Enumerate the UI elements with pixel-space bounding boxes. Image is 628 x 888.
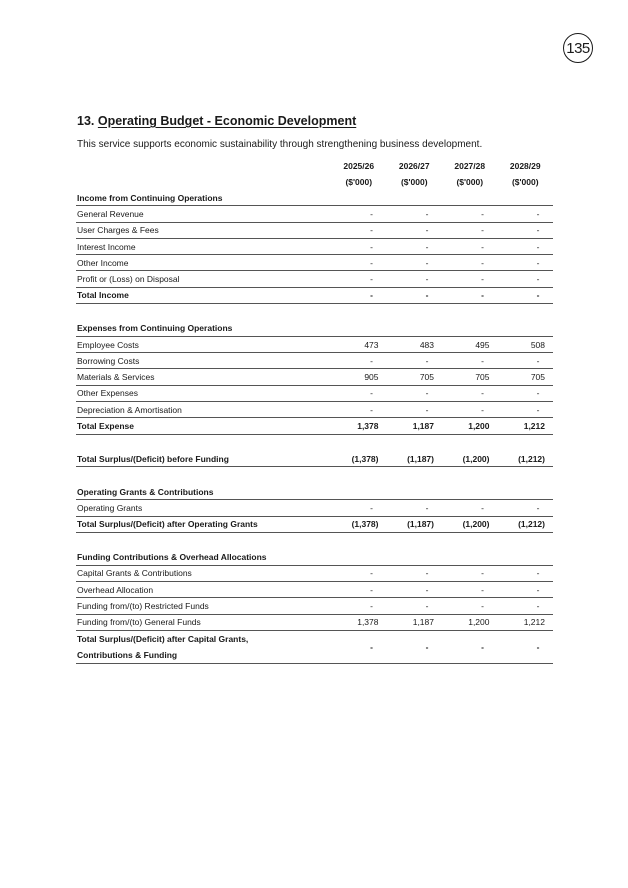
value-cell <box>387 238 443 254</box>
dash-value: - <box>370 257 373 268</box>
value-cell <box>387 222 443 238</box>
value-cell <box>331 500 387 516</box>
spacer-row <box>76 434 553 451</box>
dash-value: - <box>425 600 429 611</box>
dash-value: - <box>536 388 540 399</box>
dash-value: - <box>536 257 540 268</box>
dash-value: - <box>370 404 373 415</box>
value-cell <box>498 630 554 663</box>
section-header-row <box>76 484 553 500</box>
dash-value: - <box>425 355 429 366</box>
operating-budget-table <box>76 158 553 664</box>
value-cell <box>498 402 554 418</box>
value-cell: 1,378 <box>331 418 387 434</box>
dash-value: - <box>536 404 540 415</box>
dash-value: - <box>370 241 373 252</box>
dash-value: - <box>425 641 429 652</box>
dash-value: - <box>370 388 373 399</box>
table-row <box>76 222 553 238</box>
row-label: Total Surplus/(Deficit) after Operating Grants <box>76 516 331 532</box>
dash-value: - <box>536 600 540 611</box>
value-cell: (1,200) <box>442 516 498 532</box>
value-cell: 1,378 <box>331 614 387 630</box>
dash-value: - <box>425 274 429 285</box>
value-cell <box>387 581 443 597</box>
value-cell <box>498 385 554 401</box>
row-label: Materials & Services <box>76 369 331 385</box>
dash-value: - <box>481 208 484 219</box>
value-cell <box>442 630 498 663</box>
dash-value: - <box>481 641 484 652</box>
dash-value: - <box>481 225 484 236</box>
dash-value: - <box>481 241 484 252</box>
row-label: Funding from/(to) Restricted Funds <box>76 598 331 614</box>
value-cell <box>387 565 443 581</box>
value-cell <box>498 287 554 303</box>
value-cell <box>442 287 498 303</box>
value-cell <box>331 581 387 597</box>
table-row <box>76 238 553 254</box>
total-row <box>76 630 553 663</box>
spacer-row <box>76 532 553 549</box>
year-header-row <box>76 158 553 174</box>
dash-value: - <box>370 225 373 236</box>
unit-header: ($'000) <box>400 177 428 187</box>
dash-value: - <box>481 290 484 301</box>
dash-value: - <box>425 568 429 579</box>
value-cell <box>442 402 498 418</box>
dash-value: - <box>425 290 429 301</box>
row-label: Interest Income <box>76 238 331 254</box>
row-label: Capital Grants & Contributions <box>76 565 331 581</box>
row-label: Funding from/(to) General Funds <box>76 614 331 630</box>
row-label: Depreciation & Amortisation <box>76 402 331 418</box>
dash-value: - <box>536 274 540 285</box>
row-label: Employee Costs <box>76 336 331 352</box>
table-body <box>76 190 553 663</box>
row-label: Funding Contributions & Overhead Allocations <box>76 549 553 565</box>
value-cell: 705 <box>387 369 443 385</box>
value-cell <box>331 565 387 581</box>
dash-value: - <box>370 568 373 579</box>
value-cell <box>387 500 443 516</box>
value-cell: (1,187) <box>387 451 443 467</box>
intro-text: This service supports economic sustainability through strengthening business development. <box>77 139 483 150</box>
value-cell <box>387 630 443 663</box>
value-cell: 1,200 <box>442 418 498 434</box>
dash-value: - <box>536 641 540 652</box>
table-row <box>76 402 553 418</box>
row-label: Income from Continuing Operations <box>76 190 553 206</box>
section-header-row <box>76 190 553 206</box>
dash-value: - <box>370 355 373 366</box>
dash-value: - <box>481 600 484 611</box>
table-row <box>76 500 553 516</box>
dash-value: - <box>481 502 484 513</box>
unit-header: ($'000) <box>511 177 539 187</box>
page-number: 135 <box>563 33 593 63</box>
dash-value: - <box>481 355 484 366</box>
table-row <box>76 385 553 401</box>
value-cell <box>498 222 554 238</box>
row-label: Expenses from Continuing Operations <box>76 321 553 337</box>
dash-value: - <box>370 600 373 611</box>
value-cell <box>442 598 498 614</box>
dash-value: - <box>425 584 429 595</box>
dash-value: - <box>536 502 540 513</box>
value-cell <box>442 581 498 597</box>
spacer-cell <box>76 532 553 549</box>
value-cell: (1,187) <box>387 516 443 532</box>
section-title: Operating Budget - Economic Development <box>97 114 357 128</box>
table-row <box>76 353 553 369</box>
value-cell <box>442 565 498 581</box>
dash-value: - <box>425 502 429 513</box>
value-cell: 1,187 <box>387 418 443 434</box>
value-cell <box>387 353 443 369</box>
dash-value: - <box>481 404 484 415</box>
value-cell: (1,378) <box>331 516 387 532</box>
value-cell: 1,212 <box>498 418 554 434</box>
header-spacer <box>76 158 331 174</box>
dash-value: - <box>481 274 484 285</box>
value-cell: 473 <box>331 336 387 352</box>
dash-value: - <box>370 641 373 652</box>
total-row <box>76 451 553 467</box>
table-row <box>76 369 553 385</box>
dash-value: - <box>425 388 429 399</box>
value-cell <box>498 565 554 581</box>
unit-header-row <box>76 174 553 190</box>
value-cell <box>331 222 387 238</box>
value-cell <box>331 255 387 271</box>
row-label: Operating Grants & Contributions <box>76 484 553 500</box>
unit-header: ($'000) <box>345 177 373 187</box>
dash-value: - <box>536 290 540 301</box>
value-cell <box>498 255 554 271</box>
dash-value: - <box>425 225 429 236</box>
row-label: Other Income <box>76 255 331 271</box>
row-label: Total Income <box>76 287 331 303</box>
value-cell <box>331 385 387 401</box>
value-cell <box>498 271 554 287</box>
total-row <box>76 418 553 434</box>
dash-value: - <box>425 404 429 415</box>
value-cell: (1,212) <box>498 516 554 532</box>
value-cell <box>498 206 554 222</box>
table-row <box>76 581 553 597</box>
table-row <box>76 598 553 614</box>
value-cell <box>387 206 443 222</box>
row-label: Total Expense <box>76 418 331 434</box>
value-cell <box>387 385 443 401</box>
dash-value: - <box>370 584 373 595</box>
value-cell <box>442 500 498 516</box>
table-row <box>76 336 553 352</box>
row-label: Operating Grants <box>76 500 331 516</box>
row-label: General Revenue <box>76 206 331 222</box>
row-label: Profit or (Loss) on Disposal <box>76 271 331 287</box>
year-header: 2027/28 <box>454 161 486 171</box>
value-cell <box>331 206 387 222</box>
value-cell <box>498 500 554 516</box>
dash-value: - <box>536 568 540 579</box>
total-row <box>76 287 553 303</box>
value-cell: 483 <box>387 336 443 352</box>
row-label-line: Contributions & Funding <box>77 649 178 660</box>
value-cell <box>442 271 498 287</box>
value-cell <box>331 238 387 254</box>
value-cell <box>387 402 443 418</box>
value-cell <box>387 271 443 287</box>
dash-value: - <box>425 208 429 219</box>
value-cell: 1,212 <box>498 614 554 630</box>
dash-value: - <box>536 208 540 219</box>
year-header: 2026/27 <box>398 161 430 171</box>
value-cell <box>387 255 443 271</box>
value-cell: 495 <box>442 336 498 352</box>
dash-value: - <box>536 355 540 366</box>
dash-value: - <box>370 502 373 513</box>
value-cell: 1,187 <box>387 614 443 630</box>
page-title <box>77 114 356 128</box>
table-row <box>76 255 553 271</box>
value-cell <box>387 598 443 614</box>
value-cell <box>331 287 387 303</box>
value-cell <box>442 255 498 271</box>
value-cell <box>331 271 387 287</box>
section-header-row <box>76 549 553 565</box>
dash-value: - <box>481 257 484 268</box>
value-cell <box>498 238 554 254</box>
value-cell <box>442 206 498 222</box>
row-label: User Charges & Fees <box>76 222 331 238</box>
year-header: 2028/29 <box>509 161 541 171</box>
spacer-cell <box>76 304 553 321</box>
row-label: Other Expenses <box>76 385 331 401</box>
spacer-row <box>76 467 553 484</box>
value-cell: (1,378) <box>331 451 387 467</box>
value-cell: 1,200 <box>442 614 498 630</box>
dash-value: - <box>370 208 373 219</box>
spacer-row <box>76 304 553 321</box>
table-row <box>76 565 553 581</box>
header-spacer <box>76 174 331 190</box>
table-row <box>76 271 553 287</box>
row-label: Total Surplus/(Deficit) before Funding <box>76 451 331 467</box>
value-cell <box>498 598 554 614</box>
value-cell: 905 <box>331 369 387 385</box>
spacer-cell <box>76 434 553 451</box>
value-cell <box>331 598 387 614</box>
dash-value: - <box>425 257 429 268</box>
dash-value: - <box>536 584 540 595</box>
dash-value: - <box>481 568 484 579</box>
dash-value: - <box>481 584 484 595</box>
value-cell <box>498 353 554 369</box>
value-cell <box>442 385 498 401</box>
dash-value: - <box>425 241 429 252</box>
dash-value: - <box>481 388 484 399</box>
year-header: 2025/26 <box>343 161 375 171</box>
row-label: Overhead Allocation <box>76 581 331 597</box>
dash-value: - <box>370 274 373 285</box>
unit-header: ($'000) <box>456 177 484 187</box>
value-cell <box>331 630 387 663</box>
dash-value: - <box>536 241 540 252</box>
value-cell <box>331 353 387 369</box>
dash-value: - <box>536 225 540 236</box>
value-cell: 508 <box>498 336 554 352</box>
value-cell <box>387 287 443 303</box>
dash-value: - <box>370 290 373 301</box>
value-cell: 705 <box>498 369 554 385</box>
value-cell <box>442 238 498 254</box>
section-number: 13. <box>77 114 95 128</box>
spacer-cell <box>76 467 553 484</box>
table-row <box>76 206 553 222</box>
value-cell: (1,200) <box>442 451 498 467</box>
row-label <box>76 630 331 663</box>
value-cell <box>442 222 498 238</box>
total-row <box>76 516 553 532</box>
row-label-line: Total Surplus/(Deficit) after Capital Grants, <box>77 633 249 644</box>
value-cell <box>331 402 387 418</box>
table-row <box>76 614 553 630</box>
value-cell: 705 <box>442 369 498 385</box>
row-label: Borrowing Costs <box>76 353 331 369</box>
value-cell: (1,212) <box>498 451 554 467</box>
section-header-row <box>76 321 553 337</box>
value-cell <box>498 581 554 597</box>
value-cell <box>442 353 498 369</box>
